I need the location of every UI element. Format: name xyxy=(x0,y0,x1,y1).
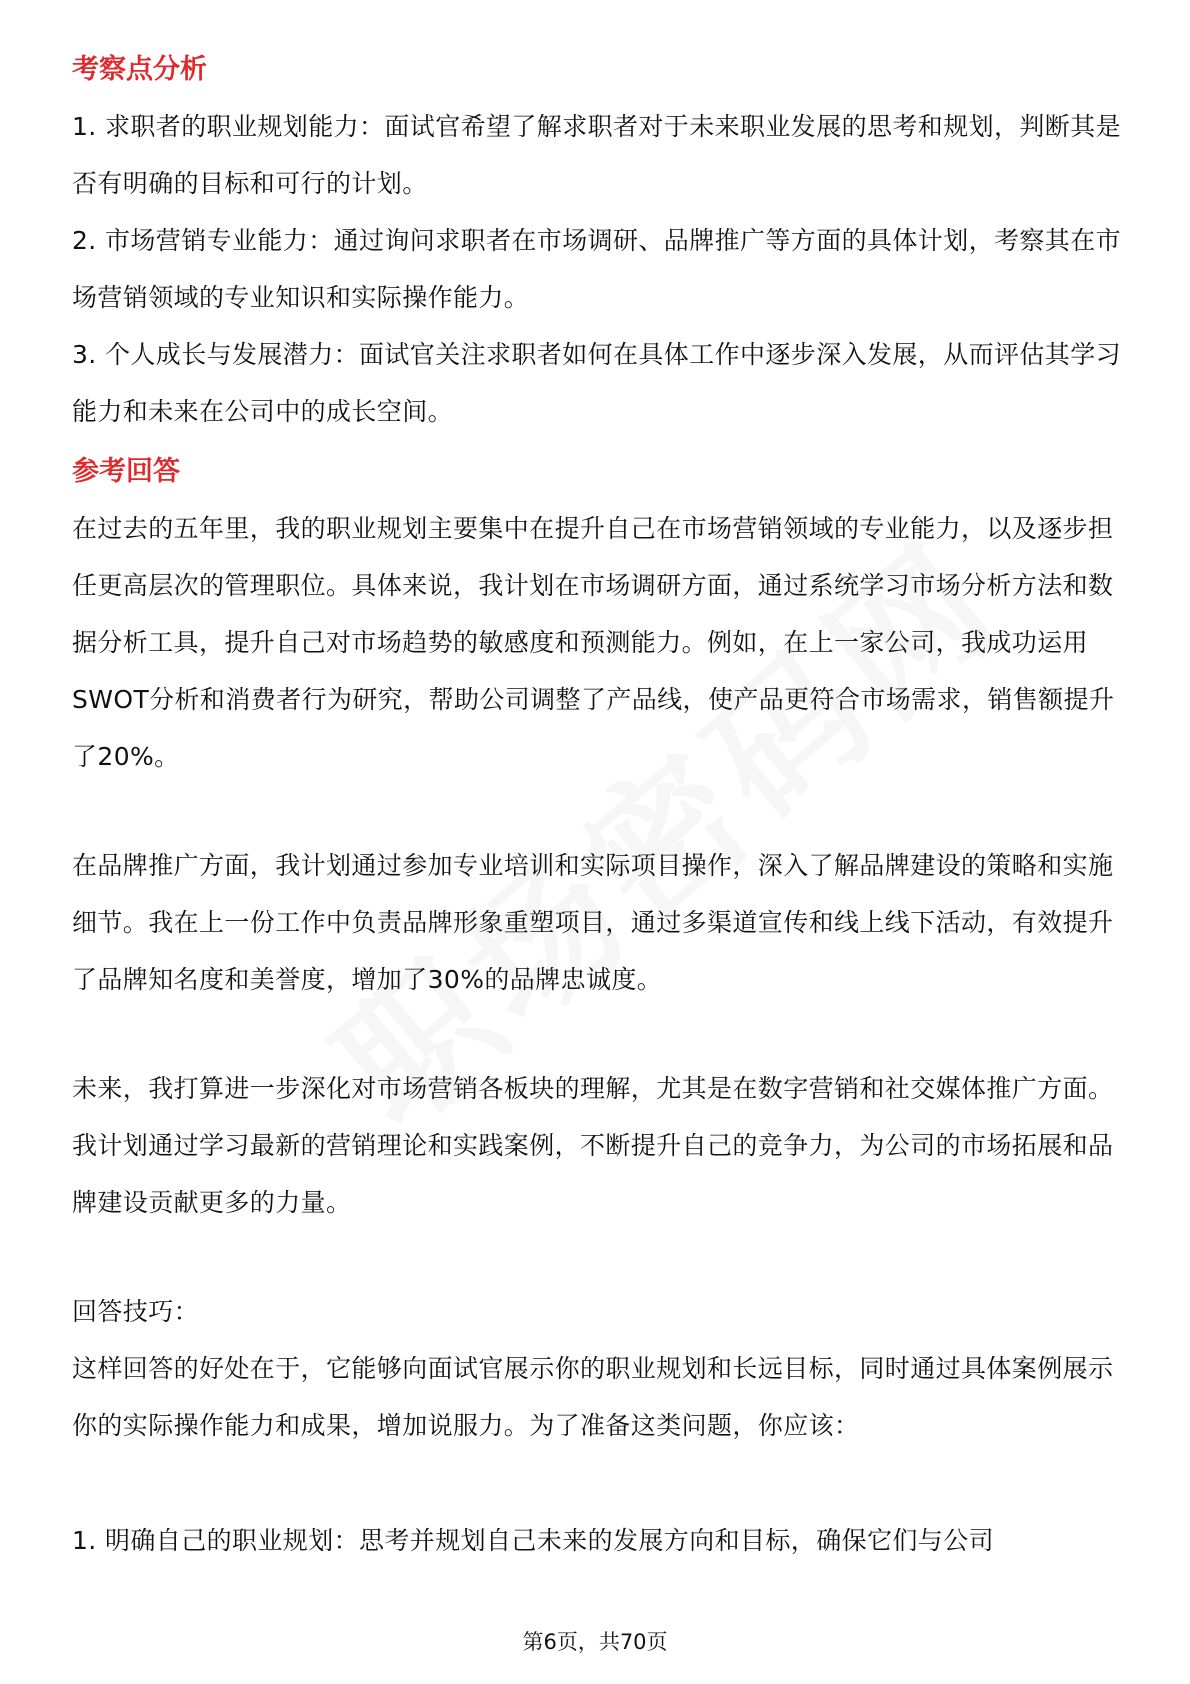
tips-label: 回答技巧： xyxy=(72,1297,200,1326)
page-number: 第6页，共70页 xyxy=(522,1630,668,1654)
analysis-point-2: 2. 市场营销专业能力：通过询问求职者在市场调研、品牌推广等方面的具体计划，考察其在市场营销领域的专业知识和实际操作能力。 xyxy=(72,226,1122,312)
analysis-point-3: 3. 个人成长与发展潜力：面试官关注求职者如何在具体工作中逐步深入发展，从而评估其学习能力和未来在公司中的成长空间。 xyxy=(72,340,1122,426)
answer-paragraph-3: 未来，我打算进一步深化对市场营销各板块的理解，尤其是在数字营销和社交媒体推广方面。我计划通过学习最新的营销理论和实践案例，不断提升自己的竞争力，为公司的市场拓展和品牌建设贡献更多的力量。 xyxy=(72,1074,1114,1217)
document-content xyxy=(72,48,1122,1569)
analysis-point-1: 1. 求职者的职业规划能力：面试官希望了解求职者对于未来职业发展的思考和规划，判断其是否有明确的目标和可行的计划。 xyxy=(72,112,1122,198)
tips-intro: 这样回答的好处在于，它能够向面试官展示你的职业规划和长远目标，同时通过具体案例展示你的实际操作能力和成果，增加说服力。为了准备这类问题，你应该： xyxy=(72,1354,1114,1440)
section-heading-answer: 参考回答 xyxy=(72,456,180,487)
answer-paragraph-1: 在过去的五年里，我的职业规划主要集中在提升自己在市场营销领域的专业能力，以及逐步担任更高层次的管理职位。具体来说，我计划在市场调研方面，通过系统学习市场分析方法和数据分析工具，提升自己对市场趋势的敏感度和预测能力。例如，在上一家公司，我成功运用SWOT分析和消费者行为研究，帮助公司调整了产品线，使产品更符合市场需求，销售额提升了20%。 xyxy=(72,514,1115,771)
answer-paragraph-2: 在品牌推广方面，我计划通过参加专业培训和实际项目操作，深入了解品牌建设的策略和实施细节。我在上一份工作中负责品牌形象重塑项目，通过多渠道宣传和线上线下活动，有效提升了品牌知名度和美誉度，增加了30%的品牌忠诚度。 xyxy=(72,851,1114,994)
section-heading-analysis: 考察点分析 xyxy=(72,54,207,85)
tips-item-1: 1. 明确自己的职业规划：思考并规划自己未来的发展方向和目标，确保它们与公司 xyxy=(72,1526,995,1555)
